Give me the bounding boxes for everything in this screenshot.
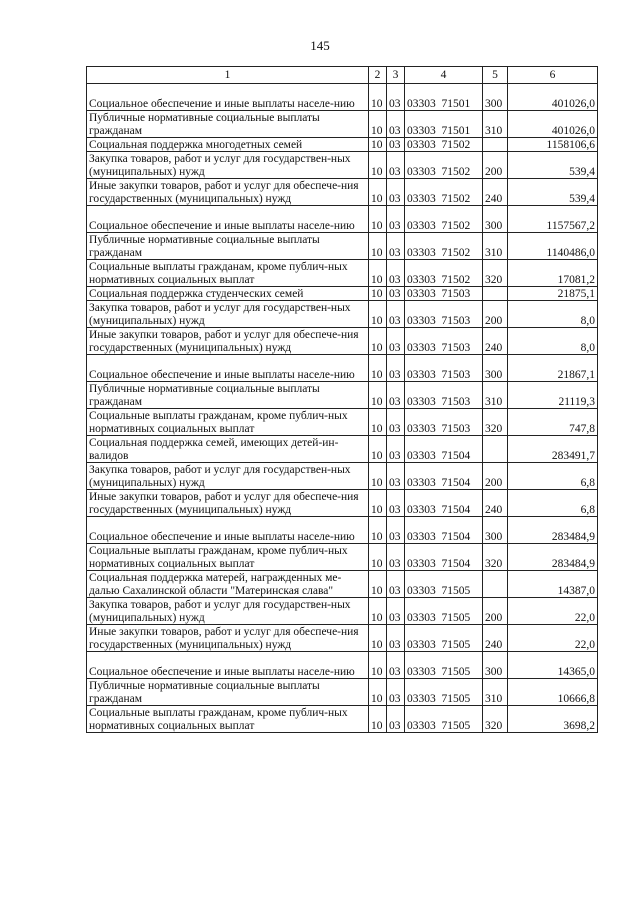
table-row: [87, 652, 598, 679]
row-target-code-cell: 03303 71501: [405, 111, 483, 138]
table-row: [87, 571, 598, 598]
row-section-cell: 10: [369, 409, 387, 436]
row-amount-cell: 22,0: [508, 625, 598, 652]
row-name-cell: Закупка товаров, работ и услуг для государствен-ных (муниципальных) нужд: [87, 463, 369, 490]
table-row: [87, 138, 598, 152]
row-section-cell: 10: [369, 287, 387, 301]
row-expense-type-cell: [483, 571, 508, 598]
row-subsection-cell: 03: [387, 233, 405, 260]
row-target-code-cell: 03303 71502: [405, 179, 483, 206]
table-row: [87, 382, 598, 409]
row-amount-cell: 21119,3: [508, 382, 598, 409]
row-expense-type-cell: 240: [483, 625, 508, 652]
table-row: [87, 517, 598, 544]
row-expense-type-cell: 300: [483, 652, 508, 679]
row-target-code-cell: 03303 71505: [405, 625, 483, 652]
row-expense-type-cell: 300: [483, 206, 508, 233]
row-target-code-cell: 03303 71504: [405, 490, 483, 517]
row-subsection-cell: 03: [387, 328, 405, 355]
row-target-code-cell: 03303 71501: [405, 84, 483, 111]
row-expense-type-cell: 300: [483, 84, 508, 111]
row-expense-type-cell: 300: [483, 355, 508, 382]
row-subsection-cell: 03: [387, 598, 405, 625]
row-amount-cell: 539,4: [508, 152, 598, 179]
row-name-cell: Социальное обеспечение и иные выплаты населе-нию: [87, 517, 369, 544]
row-amount-cell: 283484,9: [508, 544, 598, 571]
row-subsection-cell: 03: [387, 436, 405, 463]
row-subsection-cell: 03: [387, 652, 405, 679]
row-amount-cell: 1157567,2: [508, 206, 598, 233]
row-expense-type-cell: 200: [483, 463, 508, 490]
row-amount-cell: 401026,0: [508, 84, 598, 111]
table-row: [87, 706, 598, 733]
table-row: [87, 598, 598, 625]
row-section-cell: 10: [369, 206, 387, 233]
header-row: [87, 67, 598, 84]
row-expense-type-cell: 240: [483, 179, 508, 206]
row-amount-cell: 6,8: [508, 490, 598, 517]
table-row: [87, 679, 598, 706]
header-col-3: 3: [387, 67, 405, 84]
row-target-code-cell: 03303 71502: [405, 233, 483, 260]
row-expense-type-cell: 310: [483, 382, 508, 409]
row-subsection-cell: 03: [387, 409, 405, 436]
header-col-5: 5: [483, 67, 508, 84]
row-target-code-cell: 03303 71504: [405, 436, 483, 463]
row-name-cell: Публичные нормативные социальные выплаты гражданам: [87, 382, 369, 409]
row-subsection-cell: 03: [387, 544, 405, 571]
row-amount-cell: 1158106,6: [508, 138, 598, 152]
row-expense-type-cell: 310: [483, 679, 508, 706]
table-row: [87, 152, 598, 179]
row-name-cell: Социальные выплаты гражданам, кроме публич-ных нормативных социальных выплат: [87, 706, 369, 733]
row-section-cell: 10: [369, 179, 387, 206]
row-amount-cell: 8,0: [508, 328, 598, 355]
table-row: [87, 84, 598, 111]
row-name-cell: Социальная поддержка студенческих семей: [87, 287, 369, 301]
row-name-cell: Социальное обеспечение и иные выплаты населе-нию: [87, 84, 369, 111]
row-section-cell: 10: [369, 84, 387, 111]
table-row: [87, 625, 598, 652]
row-subsection-cell: 03: [387, 179, 405, 206]
row-name-cell: Социальное обеспечение и иные выплаты населе-нию: [87, 355, 369, 382]
row-subsection-cell: 03: [387, 84, 405, 111]
row-name-cell: Публичные нормативные социальные выплаты гражданам: [87, 679, 369, 706]
row-amount-cell: 283484,9: [508, 517, 598, 544]
row-target-code-cell: 03303 71502: [405, 152, 483, 179]
row-section-cell: 10: [369, 233, 387, 260]
row-expense-type-cell: 300: [483, 517, 508, 544]
table-row: [87, 544, 598, 571]
row-target-code-cell: 03303 71504: [405, 517, 483, 544]
row-subsection-cell: 03: [387, 706, 405, 733]
row-section-cell: 10: [369, 463, 387, 490]
row-name-cell: Закупка товаров, работ и услуг для государствен-ных (муниципальных) нужд: [87, 598, 369, 625]
row-name-cell: Социальная поддержка многодетных семей: [87, 138, 369, 152]
row-amount-cell: 21867,1: [508, 355, 598, 382]
row-name-cell: Иные закупки товаров, работ и услуг для обеспече-ния государственных (муниципальных) нужд: [87, 328, 369, 355]
row-section-cell: 10: [369, 260, 387, 287]
row-subsection-cell: 03: [387, 625, 405, 652]
row-amount-cell: 21875,1: [508, 287, 598, 301]
row-amount-cell: 17081,2: [508, 260, 598, 287]
row-name-cell: Социальная поддержка семей, имеющих детей-ин-валидов: [87, 436, 369, 463]
row-subsection-cell: 03: [387, 382, 405, 409]
row-name-cell: Иные закупки товаров, работ и услуг для обеспече-ния государственных (муниципальных) нужд: [87, 179, 369, 206]
row-section-cell: 10: [369, 517, 387, 544]
row-expense-type-cell: 320: [483, 706, 508, 733]
row-name-cell: Социальное обеспечение и иные выплаты населе-нию: [87, 652, 369, 679]
row-section-cell: 10: [369, 652, 387, 679]
row-expense-type-cell: 320: [483, 260, 508, 287]
row-amount-cell: 401026,0: [508, 111, 598, 138]
table-row: [87, 301, 598, 328]
row-subsection-cell: 03: [387, 463, 405, 490]
row-target-code-cell: 03303 71504: [405, 544, 483, 571]
row-expense-type-cell: 320: [483, 409, 508, 436]
table-row: [87, 490, 598, 517]
row-subsection-cell: 03: [387, 138, 405, 152]
row-expense-type-cell: 310: [483, 233, 508, 260]
budget-table: [86, 66, 598, 733]
table-row: [87, 111, 598, 138]
row-expense-type-cell: [483, 436, 508, 463]
row-name-cell: Социальное обеспечение и иные выплаты населе-нию: [87, 206, 369, 233]
row-subsection-cell: 03: [387, 287, 405, 301]
row-amount-cell: 8,0: [508, 301, 598, 328]
row-target-code-cell: 03303 71503: [405, 409, 483, 436]
header-col-4: 4: [405, 67, 483, 84]
row-amount-cell: 283491,7: [508, 436, 598, 463]
row-name-cell: Закупка товаров, работ и услуг для государствен-ных (муниципальных) нужд: [87, 301, 369, 328]
row-amount-cell: 22,0: [508, 598, 598, 625]
row-target-code-cell: 03303 71505: [405, 706, 483, 733]
row-expense-type-cell: 200: [483, 152, 508, 179]
row-section-cell: 10: [369, 706, 387, 733]
row-amount-cell: 14387,0: [508, 571, 598, 598]
row-subsection-cell: 03: [387, 152, 405, 179]
header-col-2: 2: [369, 67, 387, 84]
row-name-cell: Закупка товаров, работ и услуг для государствен-ных (муниципальных) нужд: [87, 152, 369, 179]
row-section-cell: 10: [369, 571, 387, 598]
table-row: [87, 287, 598, 301]
row-amount-cell: 3698,2: [508, 706, 598, 733]
row-name-cell: Иные закупки товаров, работ и услуг для обеспече-ния государственных (муниципальных) нужд: [87, 625, 369, 652]
table-row: [87, 409, 598, 436]
page-number: 145: [310, 38, 330, 53]
row-target-code-cell: 03303 71505: [405, 652, 483, 679]
row-section-cell: 10: [369, 111, 387, 138]
row-expense-type-cell: [483, 138, 508, 152]
row-subsection-cell: 03: [387, 355, 405, 382]
table-row: [87, 260, 598, 287]
row-target-code-cell: 03303 71505: [405, 571, 483, 598]
row-subsection-cell: 03: [387, 517, 405, 544]
row-amount-cell: 6,8: [508, 463, 598, 490]
row-target-code-cell: 03303 71503: [405, 382, 483, 409]
row-section-cell: 10: [369, 328, 387, 355]
row-amount-cell: 1140486,0: [508, 233, 598, 260]
row-section-cell: 10: [369, 598, 387, 625]
row-expense-type-cell: 320: [483, 544, 508, 571]
row-expense-type-cell: 240: [483, 328, 508, 355]
row-amount-cell: 539,4: [508, 179, 598, 206]
table-row: [87, 355, 598, 382]
row-section-cell: 10: [369, 382, 387, 409]
row-section-cell: 10: [369, 544, 387, 571]
row-target-code-cell: 03303 71504: [405, 463, 483, 490]
row-section-cell: 10: [369, 625, 387, 652]
row-subsection-cell: 03: [387, 301, 405, 328]
row-name-cell: Социальные выплаты гражданам, кроме публич-ных нормативных социальных выплат: [87, 260, 369, 287]
row-subsection-cell: 03: [387, 571, 405, 598]
row-target-code-cell: 03303 71502: [405, 206, 483, 233]
row-target-code-cell: 03303 71505: [405, 598, 483, 625]
table-row: [87, 436, 598, 463]
row-name-cell: Публичные нормативные социальные выплаты гражданам: [87, 233, 369, 260]
row-expense-type-cell: [483, 287, 508, 301]
row-target-code-cell: 03303 71502: [405, 260, 483, 287]
row-expense-type-cell: 240: [483, 490, 508, 517]
row-section-cell: 10: [369, 301, 387, 328]
table-row: [87, 179, 598, 206]
row-amount-cell: 747,8: [508, 409, 598, 436]
row-section-cell: 10: [369, 490, 387, 517]
row-section-cell: 10: [369, 152, 387, 179]
table-row: [87, 206, 598, 233]
row-subsection-cell: 03: [387, 206, 405, 233]
row-expense-type-cell: 200: [483, 598, 508, 625]
row-target-code-cell: 03303 71503: [405, 355, 483, 382]
table-body: [87, 84, 598, 733]
row-section-cell: 10: [369, 436, 387, 463]
row-subsection-cell: 03: [387, 260, 405, 287]
row-name-cell: Публичные нормативные социальные выплаты гражданам: [87, 111, 369, 138]
row-target-code-cell: 03303 71505: [405, 679, 483, 706]
row-expense-type-cell: 200: [483, 301, 508, 328]
row-target-code-cell: 03303 71502: [405, 138, 483, 152]
row-amount-cell: 14365,0: [508, 652, 598, 679]
row-subsection-cell: 03: [387, 679, 405, 706]
row-section-cell: 10: [369, 138, 387, 152]
row-section-cell: 10: [369, 355, 387, 382]
table-row: [87, 328, 598, 355]
row-target-code-cell: 03303 71503: [405, 328, 483, 355]
row-amount-cell: 10666,8: [508, 679, 598, 706]
row-subsection-cell: 03: [387, 490, 405, 517]
row-name-cell: Социальные выплаты гражданам, кроме публич-ных нормативных социальных выплат: [87, 409, 369, 436]
row-target-code-cell: 03303 71503: [405, 287, 483, 301]
table-row: [87, 463, 598, 490]
row-subsection-cell: 03: [387, 111, 405, 138]
row-name-cell: Социальная поддержка матерей, награжденных ме-далью Сахалинской области "Материнская слава": [87, 571, 369, 598]
row-name-cell: Социальные выплаты гражданам, кроме публич-ных нормативных социальных выплат: [87, 544, 369, 571]
row-target-code-cell: 03303 71503: [405, 301, 483, 328]
table-row: [87, 233, 598, 260]
header-col-6: 6: [508, 67, 598, 84]
row-section-cell: 10: [369, 679, 387, 706]
header-col-1: 1: [87, 67, 369, 84]
row-name-cell: Иные закупки товаров, работ и услуг для обеспече-ния государственных (муниципальных) нужд: [87, 490, 369, 517]
row-expense-type-cell: 310: [483, 111, 508, 138]
